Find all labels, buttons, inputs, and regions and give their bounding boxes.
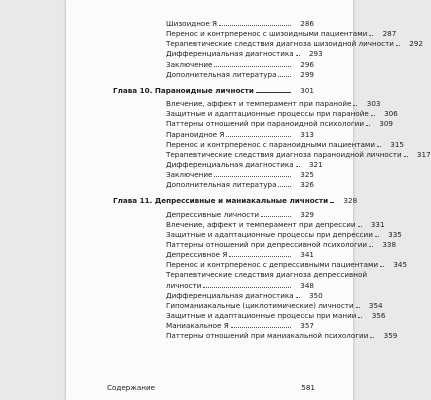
toc-entry-title: Глава 11. Депрессивные и маниакальные личности: [113, 196, 329, 206]
toc-entry-title: Дифференциальная диагностика: [166, 159, 294, 169]
toc-entry-title: Маниакальное Я: [166, 321, 229, 331]
toc-entry: [66, 249, 353, 259]
toc-entry-title: Глава 10. Параноидные личности: [113, 85, 254, 95]
toc-page-number: 299: [300, 69, 314, 79]
toc-entry: [66, 118, 393, 129]
toc-page-number: 345: [393, 260, 408, 270]
toc-entry: [66, 159, 353, 169]
toc-page-number: 309: [379, 119, 393, 129]
toc-dot-leader: [296, 55, 300, 56]
toc-entry-title: Терапевтические следствия диагноза депрессивной: [166, 270, 368, 280]
toc-entry: [66, 179, 353, 189]
toc-entry: [66, 38, 423, 49]
toc-page-number: 317: [416, 149, 431, 159]
toc-entry: [66, 129, 353, 139]
toc-dot-leader: [380, 266, 384, 267]
toc-entry: [66, 209, 353, 219]
toc-entry: [66, 219, 385, 229]
toc-page-number: 335: [388, 229, 402, 239]
toc-entry-title: Заключение: [166, 170, 213, 180]
toc-entry: [66, 290, 353, 300]
toc-page-number: 357: [300, 321, 314, 331]
toc-dot-leader: [370, 337, 374, 338]
toc-page-number: 301: [300, 85, 314, 95]
toc-dot-leader: [366, 125, 370, 126]
toc-entry-title: Шизоидное Я: [166, 19, 218, 28]
toc-dot-leader: [256, 92, 291, 93]
toc-entry-title: Дополнительная литература: [166, 180, 277, 190]
toc-entry-title: Дифференциальная диагностика: [166, 290, 294, 300]
toc-entry: [66, 169, 353, 179]
book-page: [66, 0, 431, 400]
toc-entry: [66, 239, 397, 249]
toc-dot-leader: [278, 76, 291, 77]
toc-entry-title: Влечение, аффект и темперамент при депрессии: [166, 219, 356, 229]
toc-page-number: 286: [300, 19, 314, 28]
toc-dot-leader: [214, 176, 291, 177]
toc-entry-title: Параноидное Я: [166, 129, 225, 139]
toc-entry: [66, 280, 353, 290]
toc-chapter-entry: [66, 85, 353, 95]
toc-page-number: 338: [382, 240, 397, 249]
toc-entry: [66, 259, 408, 270]
toc-page-number: 292: [409, 39, 423, 49]
toc-entry-title: Депрессивные личности: [166, 209, 260, 219]
toc-dot-leader: [231, 327, 291, 328]
toc-page-number: 329: [300, 209, 314, 219]
toc-dot-leader: [358, 317, 362, 318]
toc-entry-title: Перенос и контрперенос с параноидными пациентами: [166, 139, 375, 149]
toc-entry-title: Депрессивное Я: [166, 250, 228, 260]
toc-page-number: 356: [371, 311, 386, 321]
toc-page-number: 354: [368, 300, 383, 310]
toc-entry: [66, 269, 368, 280]
toc-dot-leader: [219, 25, 291, 26]
toc-entry-title: Паттерны отношений при депрессивной психологии: [166, 240, 368, 249]
toc-entry-title: Паттерны отношений при параноидной психологии: [166, 119, 364, 129]
toc-entry: [66, 98, 381, 109]
toc-entry: [66, 229, 402, 239]
toc-entry: [66, 139, 404, 149]
toc-entry-title: Перенос и контрперенос с депрессивными пациентами: [166, 260, 379, 270]
toc-entry: [66, 108, 398, 119]
toc-entry-title: Перенос и контрперенос с шизоидными пациентами: [166, 29, 368, 39]
toc-entry: [66, 310, 386, 321]
toc-entry: [66, 59, 353, 69]
toc-dot-leader: [278, 186, 291, 187]
toc-entry-title: Паттерны отношений при маниакальной психологии: [166, 331, 369, 341]
toc-page-number: 325: [300, 170, 314, 180]
toc-dot-leader: [226, 136, 291, 137]
toc-page-number: 359: [383, 331, 398, 341]
toc-entry-title: Заключение: [166, 59, 213, 69]
toc-page-number: 296: [300, 59, 314, 69]
toc-page-number: 303: [366, 99, 381, 109]
toc-dot-leader: [214, 66, 291, 67]
toc-entry: [66, 330, 398, 341]
toc-dot-leader: [203, 287, 291, 288]
toc-page-number: 306: [384, 109, 398, 119]
toc-page-number: 315: [390, 139, 404, 149]
toc-page-number: 350: [308, 290, 323, 300]
toc-dot-leader: [369, 35, 373, 36]
toc-entry: [66, 149, 431, 159]
toc-entry: [66, 300, 383, 310]
toc-page-number: 313: [300, 129, 314, 139]
toc-dot-leader: [369, 246, 373, 247]
toc-entry: [66, 320, 353, 330]
toc-dot-leader: [358, 226, 362, 227]
toc-dot-leader: [229, 256, 291, 257]
toc-dot-leader: [261, 216, 291, 217]
toc-page-number: 331: [370, 219, 385, 229]
toc-dot-leader: [396, 45, 400, 46]
toc-entry: [66, 18, 353, 28]
footer-page-number: 581: [301, 383, 315, 392]
toc-page-number: 321: [308, 159, 323, 169]
toc-entry-title: Защитные и адаптационные процессы при мании: [166, 311, 357, 321]
toc-dot-leader: [371, 115, 375, 116]
toc-page-number: 328: [343, 196, 358, 206]
toc-entry-title: Терапевтические следствия диагноза параноидной личности: [166, 149, 402, 159]
toc-page-number: 348: [300, 280, 314, 290]
toc-entry: [66, 48, 353, 58]
toc-dot-leader: [377, 146, 381, 147]
toc-dot-leader: [296, 166, 300, 167]
toc-entry-title: личности: [166, 280, 202, 290]
toc-entry-title: Гипоманиакальные (циклотимические) личности: [166, 300, 354, 310]
toc-page-number: 326: [300, 180, 314, 190]
toc-entry-title: Влечение, аффект и темперамент при паранойе: [166, 99, 352, 109]
toc-entry: [66, 69, 353, 79]
toc-dot-leader: [353, 105, 357, 106]
toc-entry-title: Терапевтические следствия диагноза шизоидной личности: [166, 39, 394, 49]
toc-entry-title: Защитные и адаптационные процессы при паранойе: [166, 109, 369, 119]
toc-dot-leader: [356, 307, 360, 308]
toc-entry-title: Дифференциальная диагностика: [166, 49, 294, 59]
toc-page-number: 287: [382, 29, 397, 39]
toc-dot-leader: [375, 236, 379, 237]
toc-page-number: 293: [308, 49, 323, 59]
toc-dot-leader: [296, 297, 300, 298]
toc-entry-title: Дополнительная литература: [166, 69, 277, 79]
toc-entry: [66, 28, 397, 39]
toc-chapter-entry: [66, 195, 358, 206]
toc-entry-title: Защитные и адаптационные процессы при депрессии: [166, 229, 373, 239]
footer-title: Содержание: [107, 383, 156, 392]
toc-dot-leader: [404, 156, 408, 157]
toc-page-number: 341: [300, 250, 314, 260]
toc-dot-leader: [330, 202, 334, 203]
